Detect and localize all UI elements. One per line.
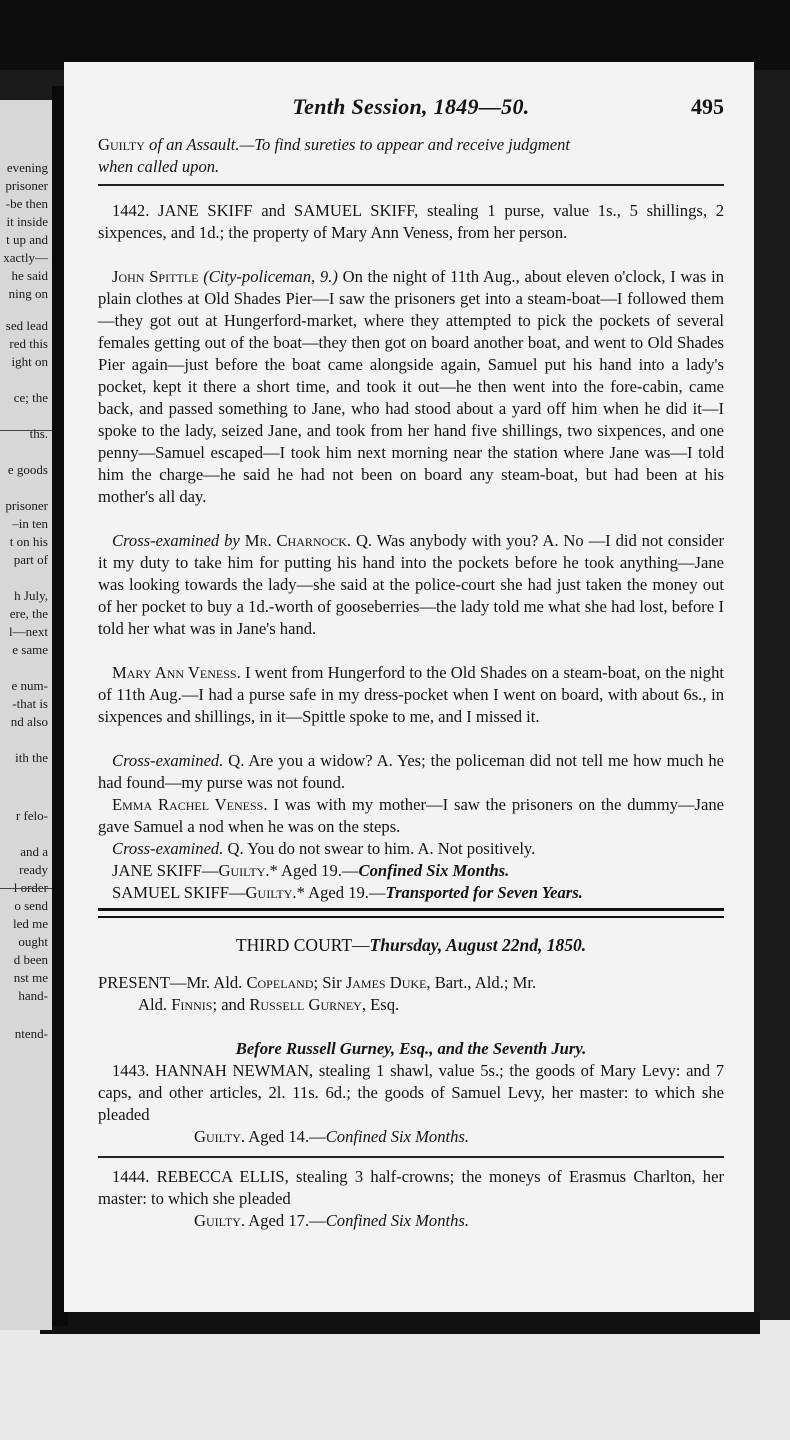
left-page-line: ning on bbox=[8, 286, 48, 301]
book-page bbox=[64, 62, 754, 1312]
left-page-line: evening bbox=[6, 160, 48, 175]
left-page-line: ce; the bbox=[13, 390, 48, 405]
scan-border-top bbox=[0, 0, 790, 70]
left-page-line: ntend- bbox=[14, 1026, 48, 1041]
left-page-line: r felo- bbox=[15, 808, 48, 823]
left-page-line: d been bbox=[13, 952, 48, 967]
court-title: THIRD COURT—Thursday, August 22nd, 1850. bbox=[235, 935, 587, 955]
witness-mary-ann-veness-testimony: Mary Ann Veness. I went from Hungerford to the Old Shades on a steam-boat, on the night of 11th Aug.—I had a purse safe in my dress-pocket when I went on board, with about 6s., in sixpences and shillings, in it—Spittle spoke to me, and I missed it. bbox=[98, 663, 724, 726]
left-facing-page bbox=[0, 100, 52, 1330]
case-1443-text: 1443. HANNAH NEWMAN, stealing 1 shawl, value 5s.; the goods of Mary Levy: and 7 caps, and other articles, 2l. 11s. 6d.; the goods of Samuel Levy, her master: to which she pleaded bbox=[98, 1061, 724, 1124]
case-rule bbox=[98, 1156, 724, 1158]
left-page-line: -that is bbox=[12, 696, 48, 711]
left-page-line: part of bbox=[13, 552, 48, 567]
left-page-line: h July, bbox=[14, 588, 48, 603]
verdict-rebecca-ellis: Guilty. Aged 17.—Confined Six Months. bbox=[194, 1211, 470, 1230]
left-page-line: nd also bbox=[10, 714, 48, 729]
left-page-line: t up and bbox=[6, 232, 48, 247]
left-page-line: nst me bbox=[13, 970, 48, 985]
left-page-line: –in ten bbox=[12, 516, 48, 531]
page-header bbox=[98, 94, 724, 124]
case-1444-text: 1444. REBECCA ELLIS, stealing 3 half-crowns; the moneys of Erasmus Charlton, her master: to which she pleaded bbox=[98, 1167, 724, 1208]
left-page-line: ere, the bbox=[9, 606, 48, 621]
left-page-line: e num- bbox=[11, 678, 48, 693]
section-rule bbox=[98, 184, 724, 186]
previous-case-sentence: Guilty of an Assault.—To find sureties to appear and receive judgment when called upon. bbox=[98, 135, 570, 176]
left-page-rule bbox=[0, 888, 52, 889]
left-page-line: and a bbox=[20, 844, 48, 859]
witness-john-spittle-testimony: John Spittle (City-policeman, 9.) On the night of 11th Aug., about eleven o'clock, I was in plain clothes at Old Shades Pier—I saw the prisoners get into a steam-boat—I followed them—they got out at Hungerford-market, where they attempted to pick the pockets of several females getting out of the boat—they then got on board another boat, and went to Old Shades Pier again—just before the boat came alongside again, Samuel put his hand into a lady's pocket, kept it there a short time, and took it out—he then went into the fore-cabin, came back, and passed something to Jane, who had stood about a yard off him when he did it—I spoke to the lady, seized Jane, and took from her hand five shillings, two sixpences, and one penny—Samuel escaped—I took him next morning near the station where Jane was—I told him the charge—he said he had not been on board any steam-boat, but had been at his mother's all day. bbox=[98, 267, 724, 506]
running-head: Tenth Session, 1849—50. bbox=[292, 94, 530, 119]
scan-border-bottom bbox=[0, 1320, 790, 1440]
cross-examination-charnock: Cross-examined by Mr. Charnock. Q. Was anybody with you? A. No —I did not consider it my duty to take him for putting his hand into the pockets before he took anything—Jane was looking towards the lady—she said at the police-court she had just taken the money out of her pocket to buy a 1d.-worth of gooseberries—the lady told me what she had lost, before I told her what was in Jane's hand. bbox=[98, 531, 724, 638]
left-page-line: sed lead bbox=[5, 318, 48, 333]
left-page-line: red this bbox=[9, 336, 48, 351]
witness-emma-rachel-veness-testimony: Emma Rachel Veness. I was with my mother—I saw the prisoners on the dummy—Jane gave Samuel a nod when he was on the steps. bbox=[98, 795, 724, 836]
verdict-hannah-newman: Guilty. Aged 14.—Confined Six Months. bbox=[194, 1127, 470, 1146]
left-page-line: -be then bbox=[5, 196, 48, 211]
left-page-line: e same bbox=[12, 642, 48, 657]
left-page-line: ready bbox=[19, 862, 48, 877]
left-page-line: ths. bbox=[29, 426, 48, 441]
case-1442-heading: 1442. JANE SKIFF and SAMUEL SKIFF, stealing 1 purse, value 1s., 5 shillings, 2 sixpences, and 1d.; the property of Mary Ann Veness, from her person. bbox=[98, 201, 724, 242]
left-page-line: led me bbox=[12, 916, 48, 931]
left-page-line: prisoner bbox=[5, 498, 48, 513]
left-page-line: ight on bbox=[11, 354, 48, 369]
cross-examination-emma: Cross-examined. Q. You do not swear to him. A. Not positively. bbox=[112, 839, 536, 858]
left-page-line: l—next bbox=[9, 624, 48, 639]
left-page-line: he said bbox=[11, 268, 48, 283]
scan-shadow-band bbox=[40, 1312, 760, 1334]
verdict-samuel-skiff: SAMUEL SKIFF—Guilty.* Aged 19.—Transported for Seven Years. bbox=[112, 883, 583, 902]
before-judge-and-jury: Before Russell Gurney, Esq., and the Seventh Jury. bbox=[235, 1039, 587, 1058]
left-page-rule bbox=[0, 430, 52, 431]
left-page-line: o send bbox=[14, 898, 48, 913]
left-page-line: it inside bbox=[6, 214, 48, 229]
left-page-line: l order bbox=[13, 880, 48, 895]
verdict-jane-skiff: JANE SKIFF—Guilty.* Aged 19.—Confined Six Months. bbox=[112, 861, 510, 880]
left-page-line: e goods bbox=[7, 462, 48, 477]
left-page-line: xactly— bbox=[3, 250, 48, 265]
left-page-line: prisoner bbox=[5, 178, 48, 193]
page-number: 495 bbox=[691, 94, 724, 119]
left-page-line: t on his bbox=[9, 534, 48, 549]
present-justices: PRESENT—Mr. Ald. Copeland; Sir James Duke, Bart., Ald.; Mr. Ald. Finnis; and Russell Gurney, Esq. bbox=[98, 973, 537, 1014]
cross-examination-veness: Cross-examined. Q. Are you a widow? A. Yes; the policeman did not tell me how much he had found—my purse was not found. bbox=[98, 751, 724, 792]
left-page-line: hand- bbox=[18, 988, 48, 1003]
court-section-rule bbox=[98, 908, 724, 918]
left-page-line: ith the bbox=[15, 750, 48, 765]
left-page-line: ought bbox=[18, 934, 48, 949]
